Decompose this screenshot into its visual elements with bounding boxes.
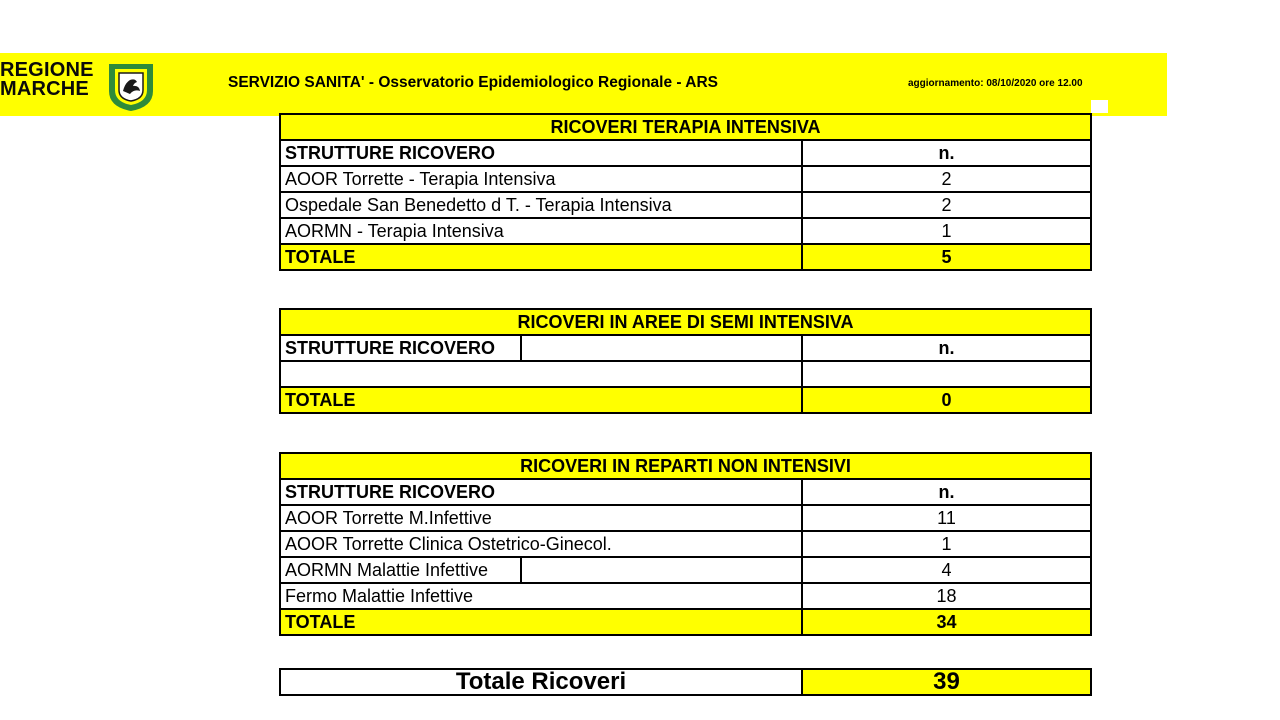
semi-intensiva-table bbox=[279, 308, 1092, 414]
structure-name: Ospedale San Benedetto d T. - Terapia Intensiva bbox=[280, 192, 802, 218]
empty-cell bbox=[280, 361, 802, 387]
structure-name: AOOR Torrette - Terapia Intensiva bbox=[280, 166, 802, 192]
structure-count: 2 bbox=[802, 192, 1091, 218]
table-title: RICOVERI IN REPARTI NON INTENSIVI bbox=[280, 453, 1091, 479]
total-value: 34 bbox=[802, 609, 1091, 635]
column-header-n: n. bbox=[802, 335, 1091, 361]
total-label: TOTALE bbox=[280, 244, 802, 270]
total-label: TOTALE bbox=[280, 609, 802, 635]
header-white-box bbox=[1091, 100, 1108, 113]
column-header-structure: STRUTTURE RICOVERO bbox=[280, 140, 802, 166]
regione-marche-logo bbox=[0, 61, 160, 111]
non-intensivi-table bbox=[279, 452, 1092, 636]
total-label: TOTALE bbox=[280, 387, 802, 413]
logo-line2: MARCHE bbox=[0, 78, 89, 100]
table-title: RICOVERI TERAPIA INTENSIVA bbox=[280, 114, 1091, 140]
table-row bbox=[280, 218, 1091, 244]
total-value: 5 bbox=[802, 244, 1091, 270]
header-bar bbox=[0, 53, 1167, 116]
grand-total-value: 39 bbox=[802, 669, 1091, 695]
column-header-structure: STRUTTURE RICOVERO bbox=[280, 479, 802, 505]
total-row bbox=[280, 609, 1091, 635]
structure-count: 1 bbox=[802, 218, 1091, 244]
column-header-n: n. bbox=[802, 140, 1091, 166]
table-row bbox=[280, 583, 1091, 609]
structure-count: 2 bbox=[802, 166, 1091, 192]
table-row bbox=[280, 505, 1091, 531]
structure-name: Fermo Malattie Infettive bbox=[280, 583, 802, 609]
table-row bbox=[280, 166, 1091, 192]
table-row bbox=[280, 361, 1091, 387]
structure-name: AOOR Torrette M.Infettive bbox=[280, 505, 802, 531]
table-row bbox=[280, 531, 1091, 557]
terapia-intensiva-table bbox=[279, 113, 1092, 271]
structure-count: 1 bbox=[802, 531, 1091, 557]
empty-cell bbox=[802, 361, 1091, 387]
regione-marche-shield-icon bbox=[106, 61, 156, 113]
structure-count: 18 bbox=[802, 583, 1091, 609]
column-header-structure: STRUTTURE RICOVERO bbox=[281, 336, 522, 360]
structure-count: 4 bbox=[802, 557, 1091, 583]
structure-name: AOOR Torrette Clinica Ostetrico-Ginecol. bbox=[280, 531, 802, 557]
logo-line1: REGIONE bbox=[0, 59, 94, 81]
total-row bbox=[280, 244, 1091, 270]
table-row bbox=[280, 557, 1091, 583]
column-header-n: n. bbox=[802, 479, 1091, 505]
update-timestamp: aggiornamento: 08/10/2020 ore 12.00 bbox=[908, 78, 1083, 89]
structure-name: AORMN - Terapia Intensiva bbox=[280, 218, 802, 244]
structure-name: AORMN Malattie Infettive bbox=[281, 558, 522, 582]
total-row bbox=[280, 387, 1091, 413]
total-value: 0 bbox=[802, 387, 1091, 413]
header-title: SERVIZIO SANITA' - Osservatorio Epidemiologico Regionale - ARS bbox=[228, 74, 719, 91]
table-row bbox=[280, 192, 1091, 218]
grand-total-table bbox=[279, 668, 1092, 696]
structure-count: 11 bbox=[802, 505, 1091, 531]
grand-total-label: Totale Ricoveri bbox=[280, 669, 802, 695]
table-title: RICOVERI IN AREE DI SEMI INTENSIVA bbox=[280, 309, 1091, 335]
